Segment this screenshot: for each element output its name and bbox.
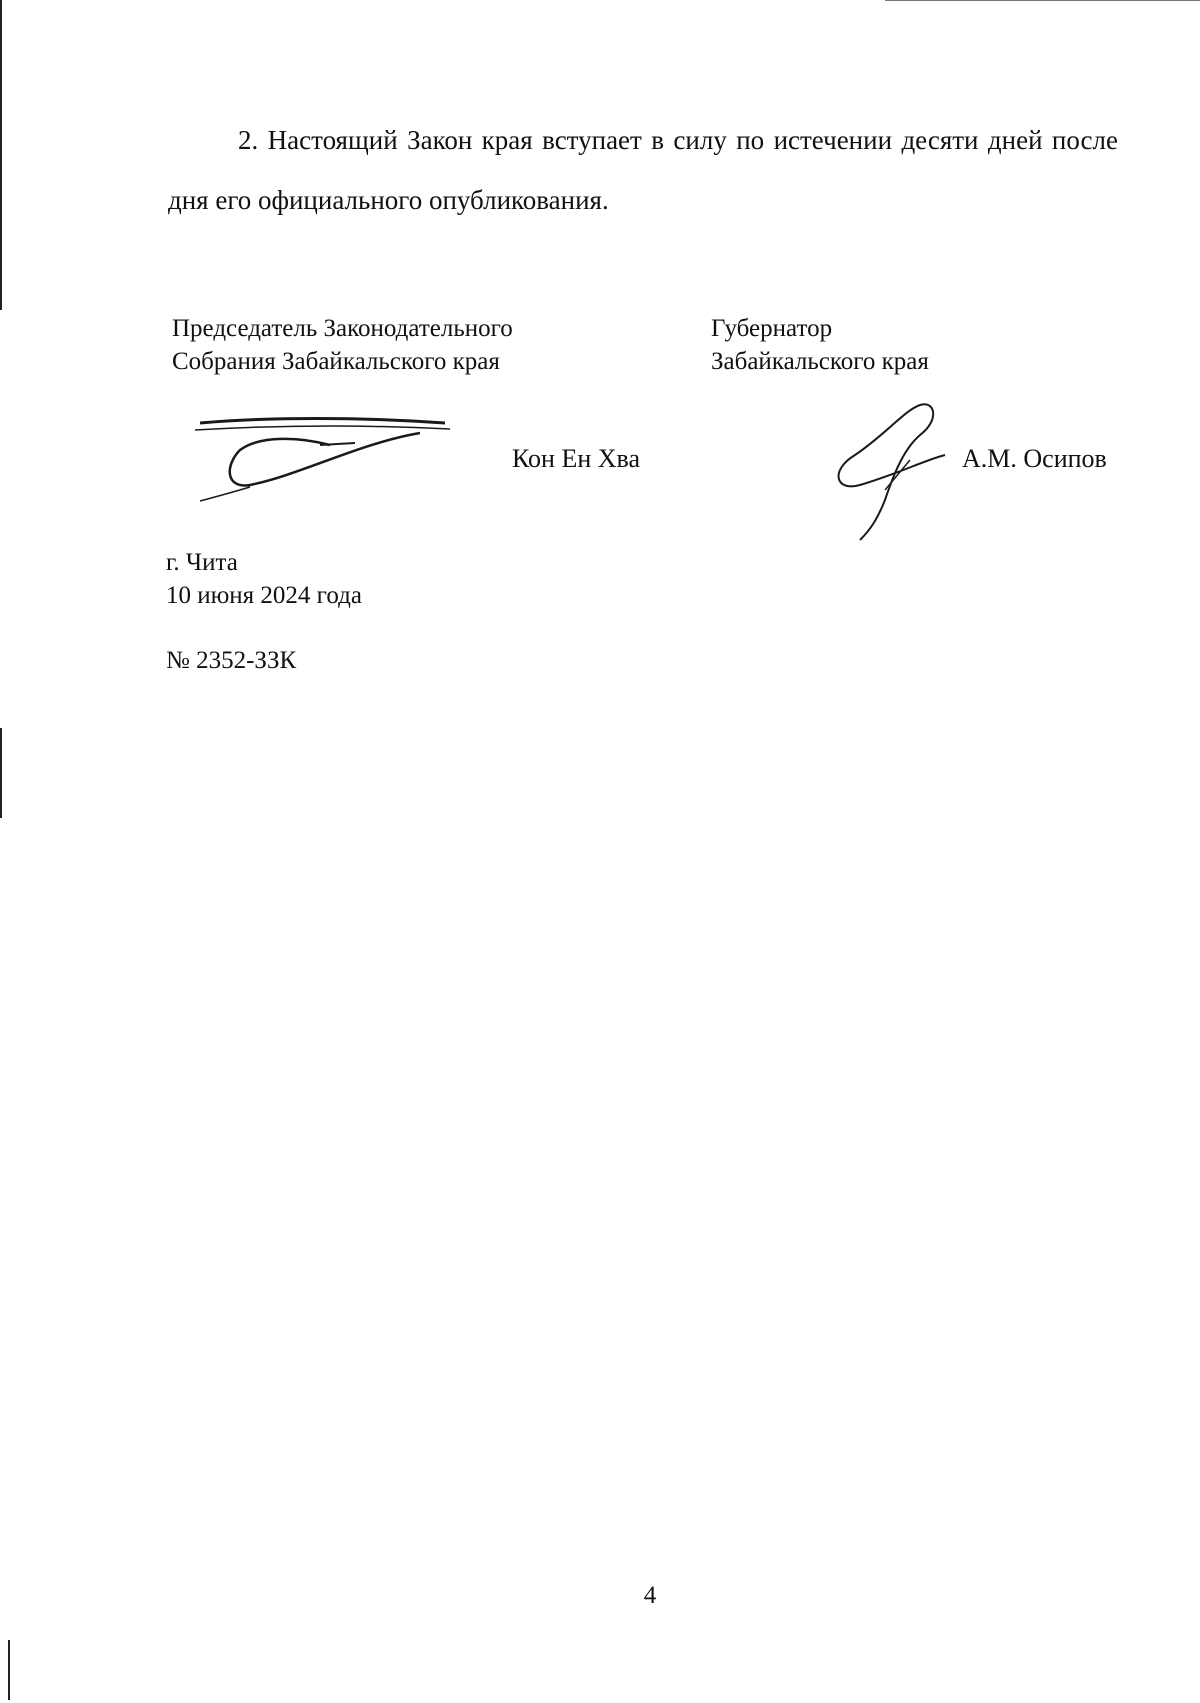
scan-edge-mark-middle	[0, 728, 2, 818]
law-number: № 2352-ЗЗК	[166, 647, 297, 674]
scan-edge-mark-top-rule	[885, 0, 1200, 1]
chairman-title-line1: Председатель Законодательного	[172, 315, 513, 342]
chairman-title	[172, 312, 513, 378]
date: 10 июня 2024 года	[166, 582, 362, 609]
governor-signature	[825, 400, 975, 545]
governor-title-line2: Забайкальского края	[711, 348, 929, 375]
chairman-title-line2: Собрания Забайкальского края	[172, 348, 500, 375]
scan-edge-mark-bottom	[8, 1640, 10, 1700]
governor-title	[711, 312, 929, 378]
scan-edge-mark-top	[0, 0, 2, 310]
chairman-name: Кон Ен Хва	[512, 444, 641, 473]
city: г. Чита	[166, 549, 238, 576]
page-number: 4	[643, 1582, 657, 1609]
governor-title-line1: Губернатор	[711, 315, 833, 342]
governor-name: А.М. Осипов	[962, 444, 1107, 473]
chairman-signature	[190, 405, 460, 505]
law-paragraph: 2. Настоящий Закон края вступает в силу по истечении десяти дней после дня его официального опубликования.	[168, 125, 1118, 215]
